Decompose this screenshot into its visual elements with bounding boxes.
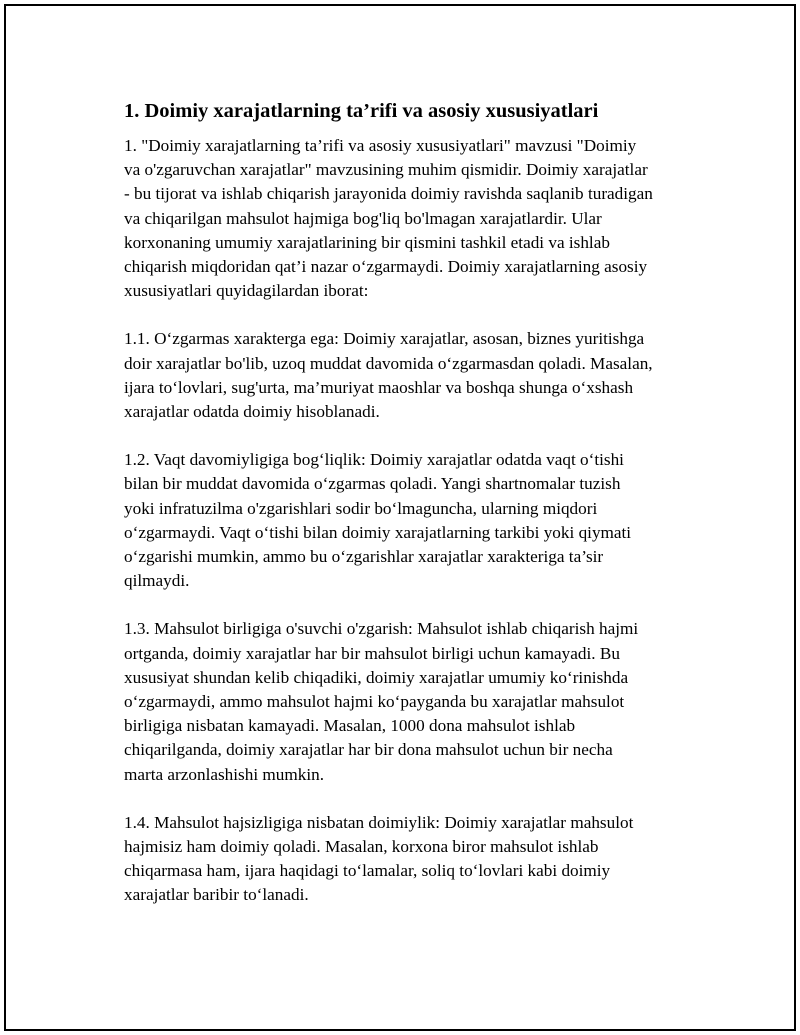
paragraph [124,811,692,908]
text-line: 1.1. O‘zgarmas xarakterga ega: Doimiy xarajatlar, asosan, biznes yuritishga [124,329,645,349]
text-line: va o'zgaruvchan xarajatlar" mavzusining muhim qismidir. Doimiy xarajatlar [124,160,648,180]
text-line: qilmaydi. [124,571,190,591]
document-body [124,98,692,932]
text-line: 1.3. Mahsulot birligiga o'suvchi o'zgarish: Mahsulot ishlab chiqarish hajmi [124,619,639,639]
text-line: xarajatlar baribir to‘lanadi. [124,885,309,905]
page-frame [4,4,796,1031]
text-line: o‘zgarmaydi, ammo mahsulot hajmi ko‘payganda bu xarajatlar mahsulot [124,692,625,712]
text-line: o‘zgarmaydi. Vaqt o‘tishi bilan doimiy xarajatlarning tarkibi yoki qiymati [124,522,632,542]
paragraph [124,134,692,303]
text-line: chiqarmasa ham, ijara haqidagi to‘lamalar, soliq to‘lovlari kabi doimiy [124,861,611,881]
text-line: doir xarajatlar bo'lib, uzoq muddat davomida o‘zgarmasdan qoladi. Masalan, [124,353,653,373]
section-heading: 1. Doimiy xarajatlarning ta’rifi va asosiy xususiyatlari [124,100,599,122]
text-line: ortganda, doimiy xarajatlar har bir mahsulot birligi uchun kamayadi. Bu [124,643,620,663]
text-line: chiqarilganda, doimiy xarajatlar har bir dona mahsulot uchun bir necha [124,740,613,760]
text-line: xarajatlar odatda doimiy hisoblanadi. [124,402,380,422]
text-line: 1.4. Mahsulot hajsizligiga nisbatan doimiylik: Doimiy xarajatlar mahsulot [124,812,634,832]
text-line: 1.2. Vaqt davomiyligiga bog‘liqlik: Doimiy xarajatlar odatda vaqt o‘tishi [124,450,624,470]
paragraph [124,327,692,424]
text-line: marta arzonlashishi mumkin. [124,764,324,784]
text-line: hajmisiz ham doimiy qoladi. Masalan, korxona biror mahsulot ishlab [124,837,599,857]
text-line: chiqarish miqdoridan qat’i nazar o‘zgarmaydi. Doimiy xarajatlarning asosiy [124,257,648,277]
text-line: o‘zgarishi mumkin, ammo bu o‘zgarishlar xarajatlar xarakteriga ta’sir [124,547,604,567]
text-line: - bu tijorat va ishlab chiqarish jarayonida doimiy ravishda saqlanib turadigan [124,184,653,204]
paragraph [124,448,692,593]
text-line: birligiga nisbatan kamayadi. Masalan, 1000 dona mahsulot ishlab [124,716,576,736]
paragraph-list [124,134,692,908]
text-line: va chiqarilgan mahsulot hajmiga bog'liq bo'lmagan xarajatlardir. Ular [124,208,602,228]
paragraph [124,617,692,786]
text-line: yoki infratuzilma o'zgarishlari sodir bo‘lmaguncha, ularning miqdori [124,498,598,518]
text-line: xususiyat shundan kelib chiqadiki, doimiy xarajatlar umumiy ko‘rinishda [124,667,629,687]
text-line: xususiyatlari quyidagilardan iborat: [124,281,369,301]
text-line: korxonaning umumiy xarajatlarining bir qismini tashkil etadi va ishlab [124,232,610,252]
text-line: ijara to‘lovlari, sug'urta, ma’muriyat maoshlar va boshqa shunga o‘xshash [124,377,634,397]
text-line: 1. "Doimiy xarajatlarning ta’rifi va asosiy xususiyatlari" mavzusi "Doimiy [124,136,637,155]
text-line: bilan bir muddat davomida o‘zgarmas qoladi. Yangi shartnomalar tuzish [124,474,621,494]
